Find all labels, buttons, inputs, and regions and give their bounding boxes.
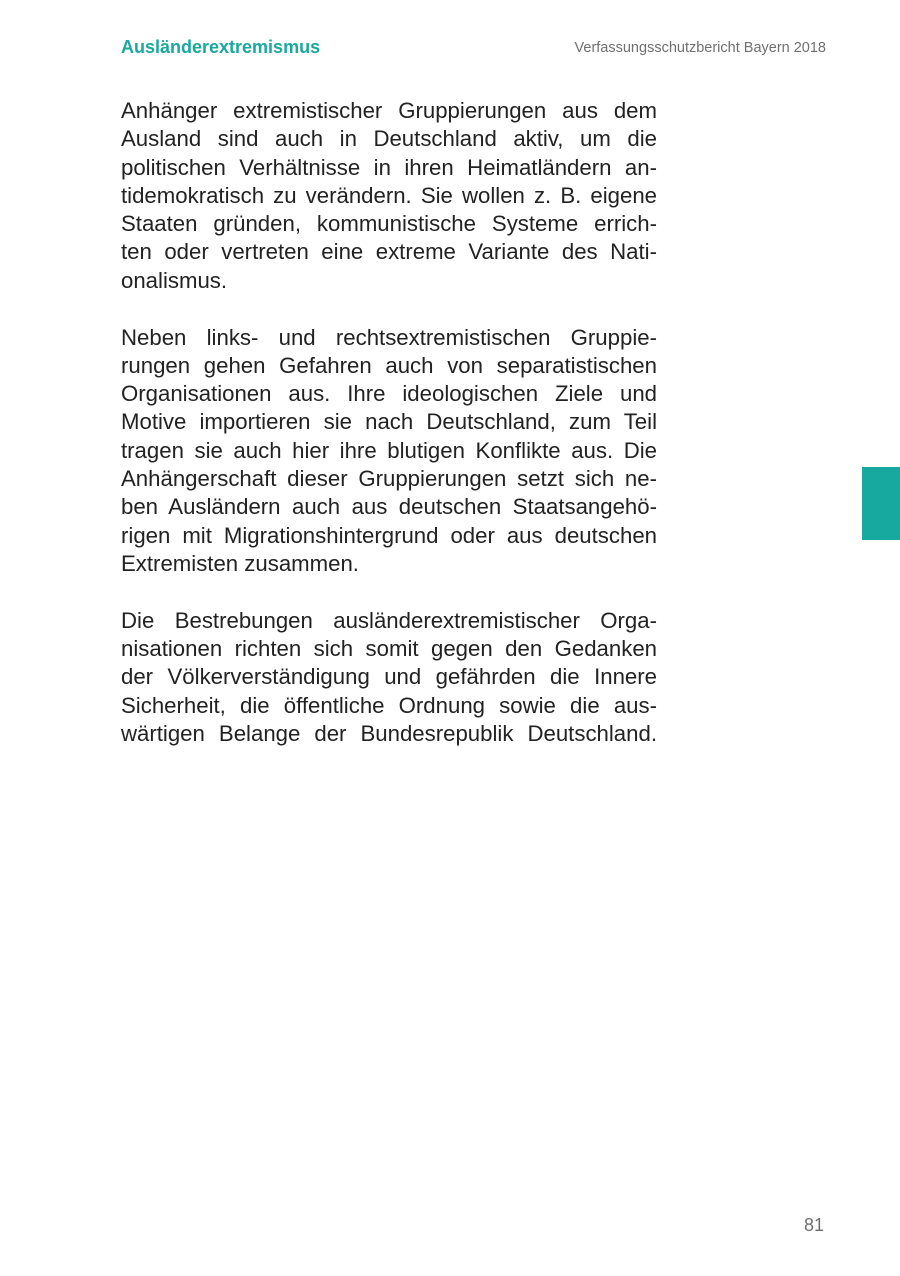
paragraph-line: nisationen richten sich somit gegen den Gedanken: [121, 636, 657, 662]
chapter-tab-marker: [862, 467, 900, 540]
paragraph-line: ben Ausländern auch aus deutschen Staatsangehö-: [121, 494, 657, 520]
paragraph-line: Anhängerschaft dieser Gruppierungen setzt sich ne-: [121, 466, 657, 492]
paragraph-line: tragen sie auch hier ihre blutigen Konflikte aus. Die: [121, 437, 657, 463]
paragraph-line: onalismus.: [121, 267, 228, 293]
paragraph-2: [121, 324, 657, 579]
paragraph-line: Neben links- und rechtsextremistischen Gruppie-: [121, 324, 657, 350]
paragraph-line: Staaten gründen, kommunistische Systeme errich-: [121, 211, 657, 237]
paragraph-3: [121, 607, 657, 748]
paragraph-line: Ausland sind auch in Deutschland aktiv, um die: [121, 126, 657, 152]
paragraph-line: Organisationen aus. Ihre ideologischen Ziele und: [121, 381, 657, 407]
page-number: 81: [803, 1215, 824, 1235]
paragraph-line: Die Bestrebungen ausländerextremistischer Orga-: [121, 607, 657, 633]
paragraph-line: der Völkerverständigung und gefährden die Innere: [121, 664, 657, 690]
paragraph-line: wärtigen Belange der Bundesrepublik Deutschland.: [121, 720, 657, 746]
paragraph-line: ten oder vertreten eine extreme Variante des Nati-: [121, 239, 657, 265]
section-title: Ausländerextremismus: [121, 37, 321, 57]
paragraph-line: rigen mit Migrationshintergrund oder aus deutschen: [121, 522, 657, 548]
paragraph-line: Sicherheit, die öffentliche Ordnung sowie die aus-: [121, 692, 657, 718]
paragraph-line: tidemokratisch zu verändern. Sie wollen z. B. eigene: [121, 182, 657, 208]
paragraph-line: Motive importieren sie nach Deutschland, zum Teil: [121, 409, 657, 435]
paragraph-1: [121, 97, 657, 295]
paragraph-line: politischen Verhältnisse in ihren Heimatländern an-: [121, 154, 657, 180]
report-title: Verfassungsschutzbericht Bayern 2018: [574, 40, 826, 56]
paragraph-line: Extremisten zusammen.: [121, 550, 359, 576]
paragraph-line: Anhänger extremistischer Gruppierungen aus dem: [121, 98, 657, 123]
paragraph-line: rungen gehen Gefahren auch von separatistischen: [121, 352, 657, 378]
body-text: [121, 97, 657, 777]
